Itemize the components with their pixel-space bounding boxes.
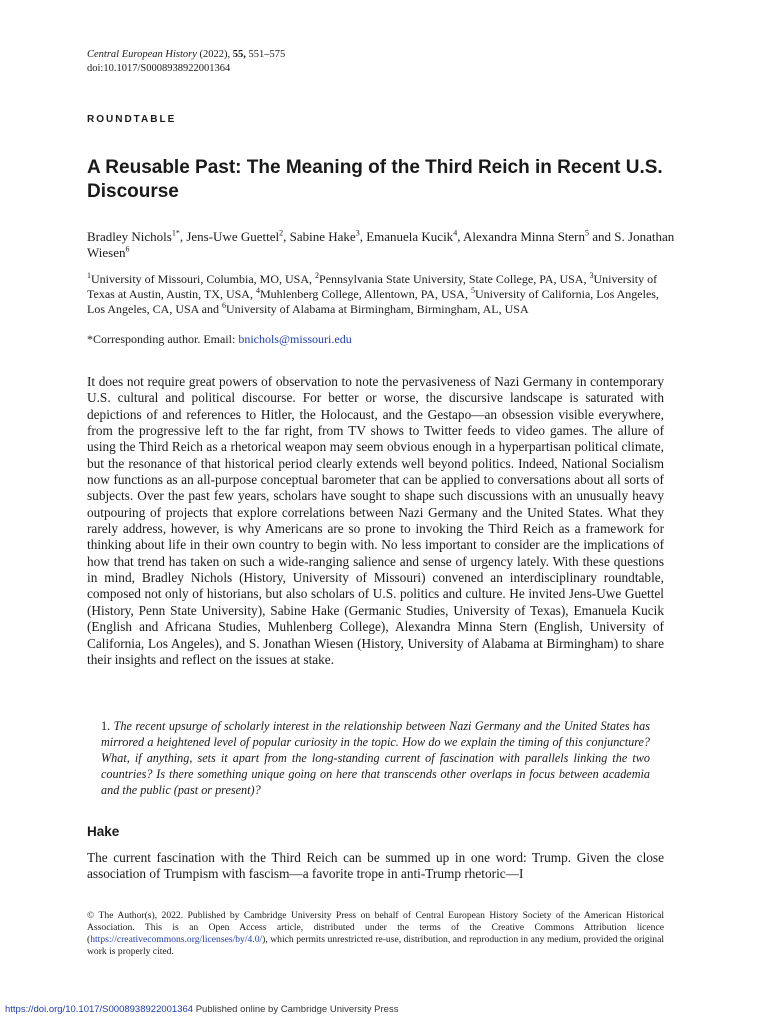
corresponding-label: *Corresponding author. Email: — [87, 332, 236, 346]
affiliation-sup: 2 — [315, 271, 320, 280]
section-heading: Hake — [87, 824, 120, 839]
affiliation-sup: 4 — [255, 286, 260, 295]
author-list: Bradley Nichols$^{1*}$, Jens-Uwe Guettel$^2$, Sabine Hake$^3$, Emanuela Kucik$^4$, Alexandra Minna Stern$^5$ and S. Jonathan Wiesen$^6$ — [87, 228, 675, 260]
copyright-footnote — [87, 910, 664, 958]
author-sup: 3 — [355, 228, 360, 238]
license-link[interactable]: https://creativecommons.org/licenses/by/4.0/ — [90, 934, 263, 945]
affiliation-sup: 6 — [222, 301, 226, 310]
affiliation: University of Missouri, Columbia, MO, USA, — [91, 272, 313, 286]
author-sup: 2 — [279, 228, 284, 238]
affiliation: Pennsylvania State University, State College, PA, USA, — [319, 272, 587, 286]
journal-volume: 55, — [232, 49, 246, 60]
author-sup: 6 — [125, 244, 130, 254]
article-title: A Reusable Past: The Meaning of the Third Reich in Recent U.S. Discourse — [87, 157, 663, 202]
bottom-bar — [5, 1004, 398, 1015]
affiliations — [87, 272, 677, 317]
journal-doi: doi:10.1017/S0008938922001364 — [87, 63, 231, 74]
author-sup: 4 — [453, 228, 458, 238]
copyright-text: © The Author(s), 2022. Published by Cambridge University Press on behalf of Central European History Society of the American Historical Association. This is an Open Access article, distributed under the terms of the Creative Commons Attribution licence ( — [87, 910, 664, 945]
affiliation: Muhlenberg College, Allentown, PA, USA, — [259, 287, 468, 301]
affiliation-sup: 5 — [470, 286, 475, 295]
published-online: Published online by Cambridge University Press — [195, 1004, 399, 1015]
journal-citation — [87, 48, 285, 76]
section-label: ROUNDTABLE — [87, 114, 177, 125]
affiliation: University of Texas at Austin, Austin, TX, USA, — [87, 272, 658, 301]
journal-year: (2022), — [199, 49, 231, 60]
author-sup: 5 — [585, 228, 590, 238]
corresponding-author — [87, 332, 352, 347]
hake-paragraph: The current fascination with the Third Reich can be summed up in one word: Trump. Given the close association of Trumpism with fascism—a favorite trope in anti-Trump rhetoric—I — [87, 850, 664, 882]
email-link[interactable]: bnichols@missouri.edu — [238, 332, 352, 346]
question-text: The recent upsurge of scholarly interest in the relationship between Nazi Germany and the United States has mirrored a heightened level of popular curiosity in the topic. How do we explain the timing of this conjuncture? What, if anything, sets it apart from the long-standing current of fascination with parallels linking the two countries? Is there something unique going on here that transcends other overlaps in focus between academia and the public (past or present)? — [101, 719, 650, 797]
author-name: S. Jonathan Wiesen — [87, 229, 675, 260]
journal-pages: 551–575 — [248, 49, 286, 60]
author-name: Sabine Hake — [289, 229, 356, 244]
journal-name: Central European History — [87, 49, 197, 60]
affiliation-sup: 1 — [87, 271, 91, 280]
affiliation-sup: 3 — [589, 271, 594, 280]
affiliation: University of Alabama at Birmingham, Birmingham, AL, USA — [226, 302, 529, 316]
intro-paragraph: It does not require great powers of observation to note the pervasiveness of Nazi Germany in contemporary U.S. cultural and political discourse. For better or worse, the discursive landscape is saturated with depictions of and references to Hitler, the Holocaust, and the Gestapo—an obsession visible everywhere, from the progressive left to the far right, from TV shows to Twitter feeds to video games. The allure of using the Third Reich as a rhetorical weapon may seem obvious enough in a hyperpartisan political climate, but the resonance of that historical period clearly extends well beyond politics. Indeed, National Socialism now functions as an all-purpose conceptual barometer that can be applied to conversations about all sorts of subjects. Over the past few years, scholars have sought to shape such discussions with an unusually heavy outpouring of projects that explore correlations between Nazi Germany and the United States. What they rarely address, however, is why Americans are so prone to invoking the Third Reich as a framework for thinking about life in their own country to begin with. No less important to consider are the implications of how that trend has taken on such a wide-ranging salience and sense of urgency lately. With these questions in mind, Bradley Nichols (History, University of Missouri) convened an interdisciplinary roundtable, composed not only of historians, but also scholars of U.S. politics and culture. He invited Jens-Uwe Guettel (History, Penn State University), Sabine Hake (Germanic Studies, University of Texas), Emanuela Kucik (English and Africana Studies, Muhlenberg College), Alexandra Minna Stern (English, University of California, Los Angeles), and S. Jonathan Wiesen (History, University of Alabama at Birmingham) to share their insights and reflect on the issues at stake. — [87, 374, 664, 667]
author-sup: 1* — [171, 228, 180, 238]
author-name: Bradley Nichols — [87, 229, 172, 244]
doi-link[interactable]: https://doi.org/10.1017/S0008938922001364 — [5, 1004, 194, 1015]
author-name: Emanuela Kucik — [366, 229, 454, 244]
affiliation: University of California, Los Angeles, Los Angeles, CA, USA and — [87, 287, 659, 316]
author-name: Jens-Uwe Guettel — [186, 229, 280, 244]
question-number: 1. — [101, 719, 111, 733]
roundtable-question — [101, 718, 650, 798]
license-tail: ), which permits unrestricted re-use, distribution, and reproduction in any medium, provided the original work is properly cited. — [87, 934, 664, 957]
author-name: Alexandra Minna Stern — [462, 229, 586, 244]
